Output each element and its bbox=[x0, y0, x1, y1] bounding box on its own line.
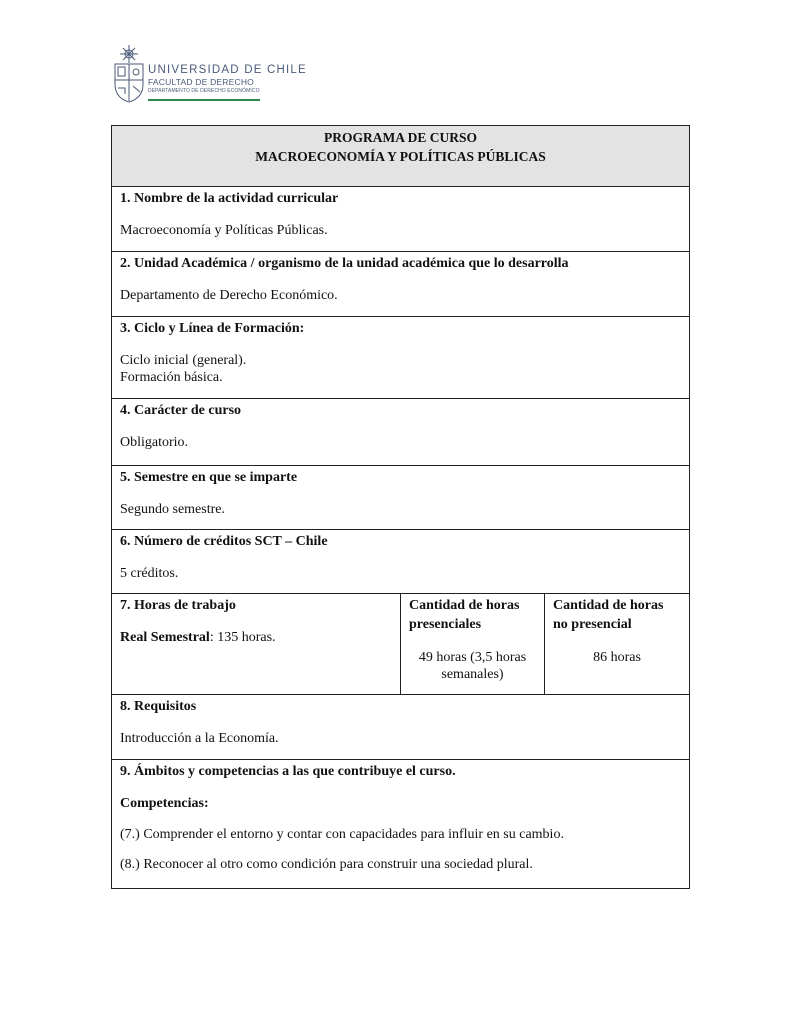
program-label: PROGRAMA DE CURSO bbox=[323, 130, 477, 145]
section-semester bbox=[112, 466, 690, 530]
section-value: 5 créditos. bbox=[120, 566, 179, 581]
hours-row bbox=[112, 594, 690, 695]
section-activity-name bbox=[112, 187, 690, 252]
section-row bbox=[112, 187, 690, 252]
section-row bbox=[112, 760, 690, 889]
logo-university-name: UNIVERSIDAD DE CHILE bbox=[148, 64, 307, 76]
non-presencial-hours-cell bbox=[545, 594, 690, 695]
presencial-hours-header: Cantidad de horas presenciales bbox=[409, 598, 520, 632]
program-header bbox=[112, 126, 690, 187]
section-title: 3. Ciclo y Línea de Formación: bbox=[120, 321, 305, 336]
non-presencial-hours-value: 86 horas bbox=[593, 650, 641, 665]
section-title: 8. Requisitos bbox=[120, 699, 197, 714]
section-title: 6. Número de créditos SCT – Chile bbox=[120, 534, 328, 549]
competencies-subtitle: Competencias: bbox=[120, 796, 209, 811]
section-course-character bbox=[112, 399, 690, 466]
section-title: 9. Ámbitos y competencias a las que contribuye el curso. bbox=[120, 764, 456, 779]
header-row bbox=[112, 126, 690, 187]
section-value: Departamento de Derecho Económico. bbox=[120, 288, 338, 303]
real-semester-hours bbox=[120, 629, 392, 646]
section-value: Macroeconomía y Políticas Públicas. bbox=[120, 223, 328, 238]
section-academic-unit bbox=[112, 252, 690, 317]
section-value: Segundo semestre. bbox=[120, 502, 225, 517]
section-work-hours bbox=[112, 594, 401, 695]
university-logo bbox=[112, 44, 307, 106]
section-credits bbox=[112, 530, 690, 594]
section-cycle-line bbox=[112, 317, 690, 399]
competency-item: (8.) Reconocer al otro como condición para construir una sociedad plural. bbox=[120, 857, 533, 872]
section-row bbox=[112, 530, 690, 594]
section-title: 1. Nombre de la actividad curricular bbox=[120, 191, 339, 206]
section-row bbox=[112, 399, 690, 466]
section-value: Formación básica. bbox=[120, 370, 223, 385]
section-title: 7. Horas de trabajo bbox=[120, 598, 236, 613]
course-title: MACROECONOMÍA Y POLÍTICAS PÚBLICAS bbox=[255, 149, 546, 164]
section-title: 4. Carácter de curso bbox=[120, 403, 242, 418]
section-title: 2. Unidad Académica / organismo de la unidad académica que lo desarrolla bbox=[120, 256, 569, 271]
logo-department-name: DEPARTAMENTO DE DERECHO ECONÓMICO bbox=[148, 88, 260, 94]
logo-underline bbox=[148, 99, 260, 101]
section-requirements bbox=[112, 695, 690, 760]
section-value: Ciclo inicial (general). bbox=[120, 353, 247, 368]
real-semester-value: : 135 horas. bbox=[209, 630, 276, 645]
university-crest-icon bbox=[112, 44, 146, 106]
section-row bbox=[112, 317, 690, 399]
section-row bbox=[112, 466, 690, 530]
competency-item: (7.) Comprender el entorno y contar con capacidades para influir en su cambio. bbox=[120, 827, 564, 842]
non-presencial-hours-header: Cantidad de horas no presencial bbox=[553, 598, 664, 632]
section-row bbox=[112, 252, 690, 317]
course-program-table bbox=[111, 125, 690, 889]
presencial-hours-cell bbox=[401, 594, 545, 695]
presencial-hours-value: 49 horas (3,5 horas semanales) bbox=[418, 650, 527, 682]
section-title: 5. Semestre en que se imparte bbox=[120, 470, 298, 485]
section-competencies bbox=[112, 760, 690, 889]
logo-faculty-name: FACULTAD DE DERECHO bbox=[148, 77, 254, 87]
section-value: Obligatorio. bbox=[120, 435, 189, 450]
real-semester-label: Real Semestral bbox=[120, 630, 210, 645]
section-value: Introducción a la Economía. bbox=[120, 731, 279, 746]
section-row bbox=[112, 695, 690, 760]
